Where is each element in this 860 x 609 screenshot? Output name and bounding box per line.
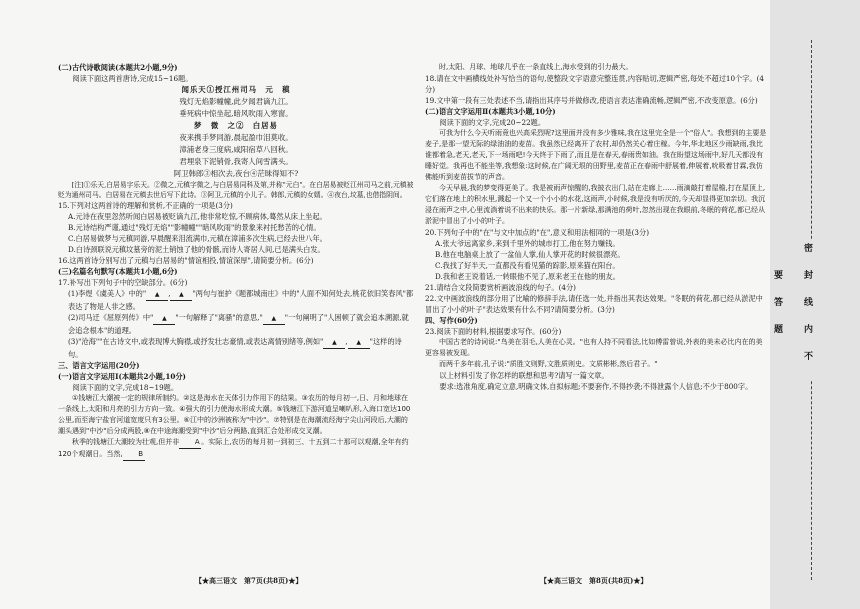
section-heading: (三)名篇名句默写(本题共1小题,6分): [58, 267, 178, 276]
fill-item: (1)李煜《虞美人》中的" ▲ , ▲ "两句与崔护《题都城南庄》中的"人面不知何处去,桃花依旧笑春风"都表达了物是人非之感。: [68, 289, 414, 311]
section-heading: 四、写作(60分): [425, 316, 478, 325]
answer-blank[interactable]: ▲: [263, 313, 285, 325]
poem-line: 残灯无焰影幢幢,此夕闻君谪九江。: [179, 97, 293, 106]
fill-item: [58, 312, 414, 336]
fill-text: "一句阐明了"人困顿了就会追本溯源,就会追念根本"的道理。: [68, 313, 409, 335]
fill-text: "在古诗文中,或表现博大胸襟,或抒发壮志豪情,或表达离情别绪等,例如": [99, 337, 324, 346]
question-16: 16.这两首诗分别写出了元稹与白居易的"情谊相投,情谊深厚",请简要分析。(6分): [58, 256, 314, 265]
poem-note: [注]①乐天,白居易字乐天。②微之,元稹字微之,与白居易同科及第,并称"元白"。在白居易被贬江州司马之前,元稹被贬为通州司马。白居易在元稹去世后写下此诗。③阿卫,元稹的小儿子。韩郎,元稹的女婿。④夜台,坟墓,也借指阴间。: [58, 181, 414, 199]
poem-line: 漳浦老身三度病,咸阳宿草八回秋。: [179, 145, 293, 154]
fill-text: "两句与崔护《题都城南庄》中的"人面不知何处去,桃花依旧笑春风"都表达了物是人非之感。: [68, 289, 414, 311]
writing-material: 中国古老的诗词说:"鸟美在羽毛,人美在心灵。"也有人持不同看法,比如傅雷曾说,外表的美未必比内在的美更容易被发现。: [425, 338, 763, 357]
page-footer: 【★高三语文 第8页(共8页)★】: [540, 576, 648, 585]
fill-item: (3)"沧海""在古诗文中,或表现博大胸襟,或抒发壮志豪情,或表达离情别绪等,例如" ▲ , ▲ "这样的诗句。: [68, 337, 402, 359]
subsection-heading: (二)语言文字运用Ⅱ(本题共3小题,10分): [425, 107, 556, 116]
instruction: 阅读下面的文字,完成18~19题。: [72, 383, 179, 392]
answer-blank[interactable]: ▲: [153, 313, 175, 325]
reading-passage: 今天早晨,我的梦变得更美了。我是被雨声惊醒的,我披衣出门,站在走廊上……雨滴敲打着屋檐,打在屋顶上,它们落在地上的积水里,溅起一个又一个小小的水花,这雨声,小时候,我是没有听厌的,今天却显得更加亲切。我沉浸在雨声之中,心里流淌着说不出来的快乐。那一片新绿,那满池的荷叶,忽然出现在我眼前,冬眠的荷花,都已经从淤泥中冒出了小小的叶子。: [425, 184, 766, 225]
question-21: 21.请结合文段简要赏析画波浪线的句子。(4分): [425, 283, 576, 292]
page-footer: 【★高三语文 第7页(共8页)★】: [195, 576, 303, 585]
blank-b[interactable]: B: [123, 449, 145, 461]
passage-continuation: 时,太阳、月球、地球几乎在一条直线上,海水受到的引力最大。: [439, 63, 633, 71]
instruction: 阅读下面的文字,完成20~22题。: [439, 118, 546, 127]
question-23: 23.阅读下面的材料,根据要求写作。(60分): [425, 327, 562, 336]
writing-prompt: 以上材料引发了你怎样的联想和思考?请写一篇文章。: [439, 371, 609, 380]
question-19: 19.文中第一段有三处表述不当,请指出其序号并做修改,使语言表达准确流畅,逻辑严密,不改变原意。(6分): [425, 96, 758, 105]
subsection-heading: (一)语言文字运用Ⅰ(本题共2小题,10分): [58, 372, 186, 381]
blank-a[interactable]: A: [179, 437, 201, 449]
reading-passage: ①钱塘江大潮被一定的规律所制约。②这是海水在天体引力作用下的结果。③农历的每月初一,日、月和地球在一条线上,太阳和月亮的引力方向一致。④强大的引力使海水形成大潮。⑤钱塘江下游河道呈喇叭形,入海口宽达100公里,而至海宁盐官河道宽度只有3公里。⑥江中的沙洲被称为"中沙"。⑦特别是在海潮流经海宁尖山河段后,大潮的潮头遇到"中沙"后分成两股,⑧在中途海潮受到"中沙"后分两路,直到汇合处形成交叉潮。: [58, 394, 411, 435]
writing-requirements: 要求:选准角度,确定立意,明确文体,自拟标题;不要套作,不得抄袭;不得泄露个人信息;不少于800字。: [439, 382, 753, 391]
question-15: 15.下列对这两首诗的理解和赏析,不正确的一项是(3分): [58, 201, 233, 210]
reading-passage: [58, 437, 414, 461]
poem-line: 阿卫韩郎③相次去,夜台④茫昧得知不?: [173, 169, 299, 178]
instruction: 阅读下面这两首唐诗,完成15~16题。: [72, 74, 193, 83]
poem-line: 夜来携手梦同游,晨起盈巾泪莫收。: [179, 133, 293, 142]
option: A.元诗在夜里忽然听闻白居易被贬谪九江,他非常吃惊,不顾病体,蓦然从床上坐起。: [68, 212, 327, 221]
answer-blank[interactable]: ▲: [348, 337, 370, 349]
poem-title: 闻乐天①授江州司马 元 稹: [181, 85, 291, 94]
option: A.张大爷远离家乡,来到千里外的城市打工,他在努力赚钱。: [435, 239, 620, 248]
question-18: 18.请在文中画横线处补写恰当的语句,使整段文字语意完整连贯,内容贴切,逻辑严密,每处不超过10个字。(4分): [425, 74, 764, 94]
option: C.白居易做梦与元稹同游,早晨醒来泪流满巾,元稹在漳浦多次生病,已经去世八年。: [68, 234, 327, 243]
question-20: 20.下列句子中的"在"与文中加点的"在",意义和用法相同的一项是(3分): [425, 228, 649, 237]
section-heading: 三、语言文字运用(20分): [58, 361, 140, 370]
question-22: 22.文中画波浪线的部分用了比喻的修辞手法,请任选一处,并指出其表达效果。"冬眠的荷花,都已经从淤泥中冒出了小小的叶子"表达效果有什么不同?请简要分析。(3分): [425, 294, 763, 314]
fill-text: (2)司马迁《屈原列传》中": [68, 313, 154, 322]
option: B.元诗结构严谨,通过"残灯无焰""影幢幢""暗风吹雨"的景象来衬托愁苦的心情。: [68, 223, 321, 232]
fill-text: (3)"沧海": [68, 337, 100, 346]
writing-material: 而两千多年前,孔子说:"质胜文则野,文胜质则史。文质彬彬,然后君子。": [439, 360, 658, 368]
section-heading: (二)古代诗歌阅读(本题共2小题,9分): [58, 63, 178, 72]
passage-text: 秋季的钱塘江大潮较为壮观,但并非: [72, 438, 180, 446]
option: B.他在电脑桌上放了一盆仙人掌,仙人掌开花的时候很漂亮。: [435, 250, 625, 259]
seal-line-notice: 密封线内不要答题: [800, 240, 822, 380]
option: C.我找了好半天,一直都没有看见猫的踪影,原来猫在阳台。: [435, 261, 620, 270]
question-17: 17.补写出下列句子中的空缺部分。(6分): [58, 278, 188, 287]
poem-line: 君埋泉下泥销骨,我寄人间雪满头。: [179, 157, 293, 166]
fill-text: "这样的诗句。: [68, 337, 402, 359]
option: D.白诗颈联说元稹坟墓旁的泥土销蚀了他的骨骸,而诗人寄居人间,已是满头白发。: [68, 245, 325, 254]
answer-blank[interactable]: ▲: [146, 289, 168, 301]
option: D.我和老王说着话,一转眼他不见了,原来老王在他的朋友。: [435, 272, 620, 281]
right-column: [425, 62, 767, 392]
poem-line: 垂死病中惊坐起,暗风吹雨入寒窗。: [179, 109, 293, 118]
answer-blank[interactable]: ▲: [323, 337, 345, 349]
left-column: [58, 62, 414, 461]
reading-passage: 可我为什么今天听雨竟也兴高采烈呢?这里面并没有多少雅味,我在这里完全是一个"俗人"。我想到的主要是麦子,是那一望无际的绿油油的麦苗。我虽然已经离开了农村,却仍然关心着庄稼。今年,华北地区少雨缺雨,我比谁都着急,老天,老天,下一场雨吧!今天终于下雨了,而且是在春天,春雨贵如油。我在盼望这场雨中,好几天都没有睡好觉。我再也不能坐等,我想象:这时候,在广阔无垠的田野里,麦苗正在春雨中舒展着,伸展着,吮吸着甘霖,我仿佛能听到麦苗拔节的声音。: [425, 129, 767, 181]
poem-title: 梦 微 之② 白居易: [194, 121, 278, 130]
fill-text: "一句解释了"离骚"的意思,": [175, 313, 263, 322]
fill-text: (1)李煜《虞美人》中的": [68, 289, 147, 298]
answer-blank[interactable]: ▲: [170, 289, 192, 301]
passage-text: 。实际上,农历的每月初一到初三、十五到二十那可以观潮,全年有约120个观潮日。当然,: [58, 438, 409, 458]
